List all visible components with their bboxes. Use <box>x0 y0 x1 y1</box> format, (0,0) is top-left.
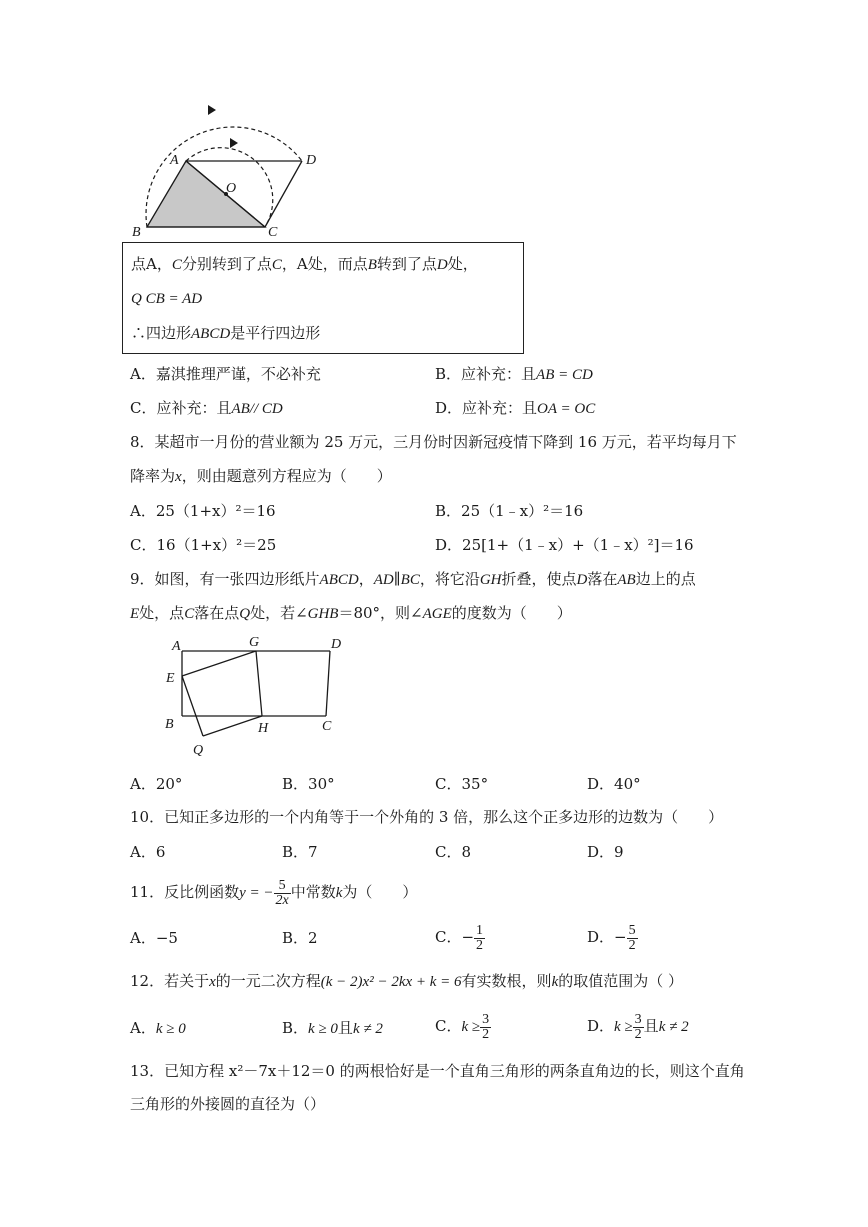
q11-option-d[interactable]: D．− $\frac{5}{2}$ <box>587 922 636 953</box>
q8-option-d[interactable]: D．25[1+（1﹣x）+（1﹣x）²]＝16 <box>435 536 694 554</box>
shaded-triangle-abc <box>147 161 265 227</box>
proof-line-3: ∴四边形ABCD是平行四边形 <box>131 324 321 342</box>
q11-option-b[interactable]: B．2 <box>282 929 318 947</box>
q8-stem-line-2: 降率为x，则由题意列方程应为（ ） <box>130 467 392 485</box>
proof-line-1: 点A，C分别转到了点C，A处，而点B转到了点D处， <box>131 255 478 273</box>
q7-option-d[interactable]: D．应补充：且OA = OC <box>435 399 596 417</box>
q9-option-d[interactable]: D．40° <box>587 775 641 793</box>
label-b: B <box>165 717 174 732</box>
q9-stem-line-1: 9．如图，有一张四边形纸片ABCD，AD∥BC，将它沿GH折叠，使点D落在AB边上的点 <box>130 570 696 588</box>
q12-option-c[interactable]: C．k ≥ $\frac{3}{2}$ <box>435 1011 490 1042</box>
folding-figure <box>160 630 360 765</box>
q11-stem: 11．反比例函数y = − $\frac{5}{2x}$ 中常数k为（ ） <box>130 877 418 908</box>
q7-option-b[interactable]: B．应补充：且AB = CD <box>435 365 593 383</box>
small-arc-arrow <box>230 138 238 148</box>
proof-line-2: Q CB = AD <box>131 291 203 307</box>
q13-stem-line-2: 三角形的外接圆的直径为（） <box>130 1095 326 1113</box>
q9-stem-line-2: E处，点C落在点Q处，若∠GHB＝80°，则∠AGE的度数为（ ） <box>130 604 572 622</box>
label-d: D <box>331 637 342 652</box>
q11-option-c[interactable]: C．− $\frac{1}{2}$ <box>435 922 484 953</box>
q9-option-b[interactable]: B．30° <box>282 775 335 793</box>
q12-stem: 12．若关于x的一元二次方程(k − 2)x² − 2kx + k = 6有实数根，则k的取值范围为（ ） <box>130 972 684 990</box>
big-arc-arrow <box>208 105 216 115</box>
q10-option-b[interactable]: B．7 <box>282 843 318 861</box>
q12-option-d[interactable]: D．k ≥ $\frac{3}{2}$ 且k ≠ 2 <box>587 1011 689 1042</box>
q12-option-b[interactable]: B．k ≥ 0且k ≠ 2 <box>282 1019 383 1037</box>
q9-option-c[interactable]: C．35° <box>435 775 489 793</box>
q8-option-a[interactable]: A．25（1+x）²＝16 <box>130 502 276 520</box>
q12-option-a[interactable]: A．k ≥ 0 <box>130 1019 186 1037</box>
q10-option-a[interactable]: A．6 <box>130 843 166 861</box>
label-o: O <box>226 181 237 196</box>
fraction: $\frac{1}{2}$ <box>476 922 484 953</box>
q8-stem-line-1: 8．某超市一月份的营业额为 25 万元，三月份时因新冠疫情下降到 16 万元，若平均每月下 <box>130 433 737 451</box>
q10-option-d[interactable]: D．9 <box>587 843 624 861</box>
rotation-figure <box>110 100 340 240</box>
label-g: G <box>249 635 260 650</box>
q8-option-b[interactable]: B．25（1﹣x）²＝16 <box>435 502 584 520</box>
label-e: E <box>166 671 175 686</box>
q13-stem-line-1: 13．已知方程 x²－7x＋12＝0 的两根恰好是一个直角三角形的两条直角边的长，则这个直角 <box>130 1062 745 1080</box>
label-a: A <box>172 639 181 654</box>
label-q: Q <box>193 743 204 758</box>
q10-stem: 10．已知正多边形的一个内角等于一个外角的 3 倍，那么这个正多边形的边数为（ ） <box>130 808 724 826</box>
label-c: C <box>322 719 332 734</box>
q8-option-c[interactable]: C．16（1+x）²＝25 <box>130 536 277 554</box>
q7-option-a[interactable]: A．嘉淇推理严谨，不必补充 <box>130 365 321 383</box>
label-a: A <box>170 153 179 168</box>
q10-option-c[interactable]: C．8 <box>435 843 472 861</box>
label-d: D <box>306 153 317 168</box>
fraction: $\frac{5}{2}$ <box>628 922 636 953</box>
fraction: $\frac{3}{2}$ <box>634 1011 642 1042</box>
label-c: C <box>268 225 278 240</box>
label-h: H <box>258 721 269 736</box>
q11-option-a[interactable]: A．−5 <box>130 929 178 947</box>
fraction: $\frac{5}{2x}$ <box>275 877 289 908</box>
q9-option-a[interactable]: A．20° <box>130 775 183 793</box>
q7-option-c[interactable]: C．应补充：且AB// CD <box>130 399 283 417</box>
label-b: B <box>132 225 141 240</box>
fraction: $\frac{3}{2}$ <box>482 1011 490 1042</box>
